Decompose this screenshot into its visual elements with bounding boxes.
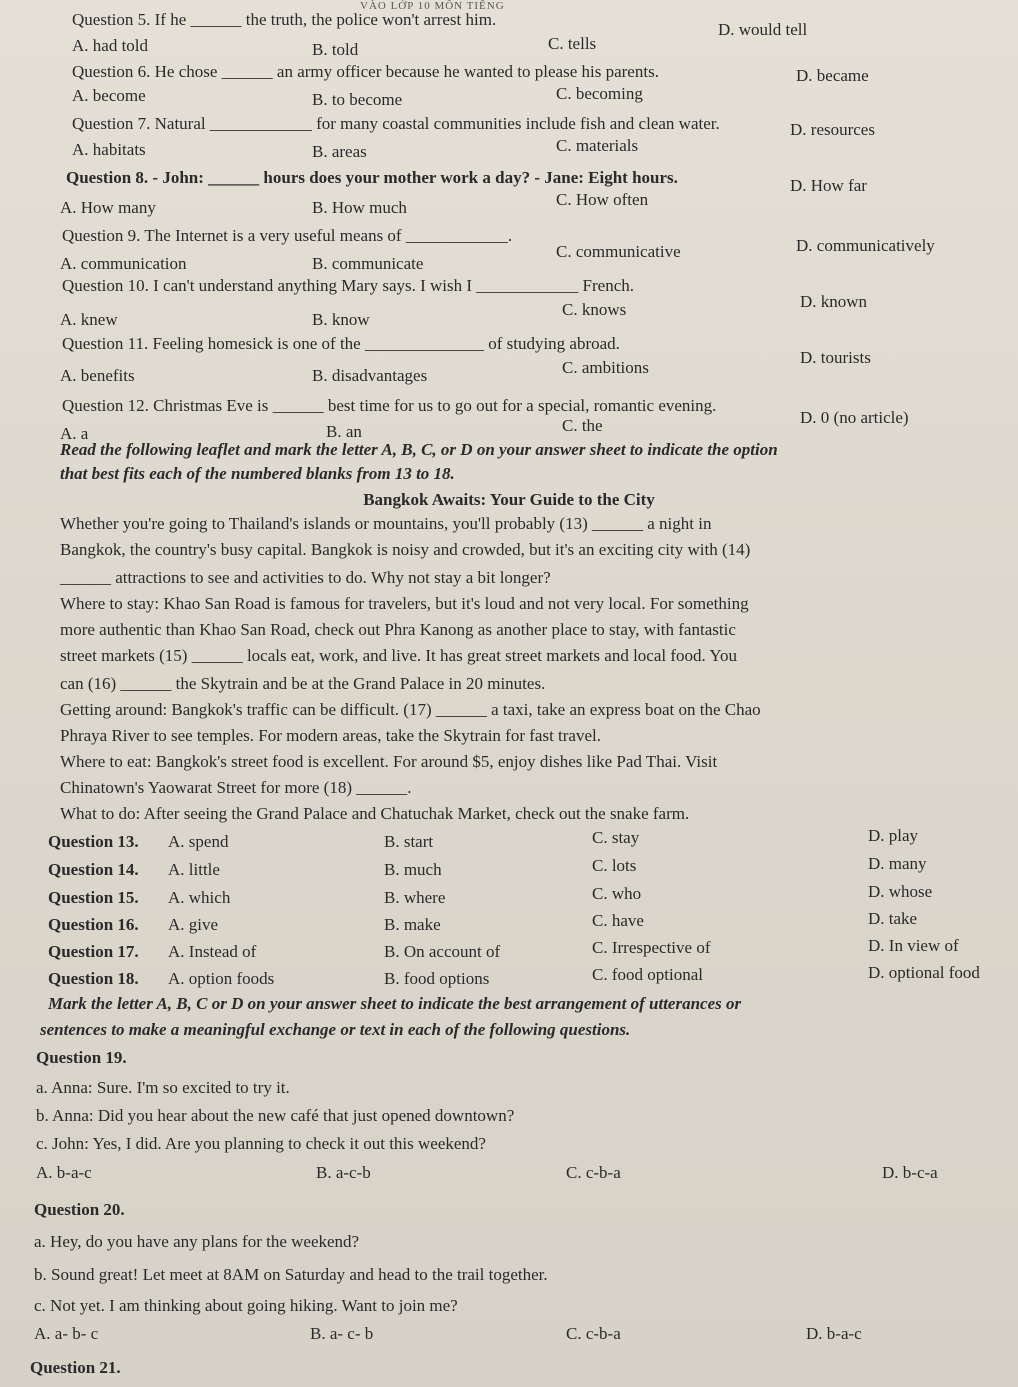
- q8-option-d: D. How far: [790, 176, 867, 195]
- q18-option-b: B. food options: [384, 969, 490, 988]
- q10-option-c: C. knows: [562, 300, 627, 319]
- q10-option-d: D. known: [800, 292, 868, 311]
- leaflet-line: Whether you're going to Thailand's islands or mountains, you'll probably (13) ______ a night in: [60, 514, 712, 533]
- q10-option-a: A. knew: [60, 310, 118, 329]
- q7-option-c: C. materials: [556, 136, 639, 155]
- q14-label: Question 14.: [48, 860, 139, 879]
- q17-label: Question 17.: [48, 942, 139, 961]
- q11-option-c: C. ambitions: [562, 358, 649, 377]
- leaflet-line: street markets (15) ______ locals eat, work, and live. It has great street markets and local food. You: [60, 646, 737, 665]
- arrangement-instruction-line2: sentences to make a meaningful exchange or text in each of the following questions.: [40, 1020, 631, 1039]
- q16-option-c: C. have: [592, 911, 644, 930]
- q15-label: Question 15.: [48, 888, 139, 907]
- q6-option-d: D. became: [796, 66, 869, 85]
- q19-utterance-c: c. John: Yes, I did. Are you planning to check it out this weekend?: [36, 1134, 486, 1153]
- q13-label: Question 13.: [48, 832, 139, 851]
- q12-option-c: C. the: [562, 416, 603, 435]
- q18-label: Question 18.: [48, 969, 139, 988]
- q6-stem: Question 6. He chose ______ an army officer because he wanted to please his parents.: [72, 62, 659, 81]
- arrangement-instruction-line1: Mark the letter A, B, C or D on your answer sheet to indicate the best arrangement of utterances or: [48, 994, 742, 1013]
- leaflet-line: ______ attractions to see and activities to do. Why not stay a bit longer?: [60, 568, 551, 587]
- q18-option-c: C. food optional: [592, 965, 703, 984]
- leaflet-line: Getting around: Bangkok's traffic can be difficult. (17) ______ a taxi, take an express boat on the Chao: [60, 700, 761, 719]
- q5-stem: Question 5. If he ______ the truth, the police won't arrest him.: [72, 10, 497, 29]
- q5-option-d: D. would tell: [718, 20, 808, 39]
- leaflet-instruction-line1: Read the following leaflet and mark the letter A, B, C, or D on your answer sheet to indicate the option: [60, 440, 778, 459]
- q15-option-a: A. which: [168, 888, 231, 907]
- q17-option-c: C. Irrespective of: [592, 938, 711, 957]
- q18-option-d: D. optional food: [868, 963, 980, 982]
- q19-option-a: A. b-a-c: [36, 1163, 92, 1182]
- q20-option-d: D. b-a-c: [806, 1324, 862, 1343]
- leaflet-line: Phraya River to see temples. For modern areas, take the Skytrain for fast travel.: [60, 726, 601, 745]
- q6-option-a: A. become: [72, 86, 146, 105]
- q9-option-b: B. communicate: [312, 254, 424, 273]
- leaflet-line: What to do: After seeing the Grand Palace and Chatuchak Market, check out the snake farm.: [60, 804, 690, 823]
- q9-stem: Question 9. The Internet is a very useful means of ____________.: [62, 226, 513, 245]
- q20-utterance-a: a. Hey, do you have any plans for the weekend?: [34, 1232, 360, 1251]
- q6-option-b: B. to become: [312, 90, 403, 109]
- q19-option-b: B. a-c-b: [316, 1163, 371, 1182]
- leaflet-title: Bangkok Awaits: Your Guide to the City: [363, 490, 655, 509]
- q20-label: Question 20.: [34, 1200, 125, 1219]
- q5-option-a: A. had told: [72, 36, 149, 55]
- q12-option-d: D. 0 (no article): [800, 408, 909, 427]
- q14-option-b: B. much: [384, 860, 442, 879]
- q12-option-b: B. an: [326, 422, 362, 441]
- q16-label: Question 16.: [48, 915, 139, 934]
- header-fragment: VÀO LỚP 10 MÔN TIẾNG: [360, 0, 505, 10]
- q19-label: Question 19.: [36, 1048, 127, 1067]
- q15-option-b: B. where: [384, 888, 446, 907]
- q19-option-c: C. c-b-a: [566, 1163, 621, 1182]
- q16-option-d: D. take: [868, 909, 918, 928]
- q20-utterance-c: c. Not yet. I am thinking about going hiking. Want to join me?: [34, 1296, 458, 1315]
- q17-option-d: D. In view of: [868, 936, 959, 955]
- q13-option-d: D. play: [868, 826, 919, 845]
- q7-option-b: B. areas: [312, 142, 367, 161]
- q14-option-d: D. many: [868, 854, 927, 873]
- q7-option-d: D. resources: [790, 120, 875, 139]
- q16-option-a: A. give: [168, 915, 219, 934]
- q10-option-b: B. know: [312, 310, 370, 329]
- q11-option-a: A. benefits: [60, 366, 135, 385]
- q8-option-b: B. How much: [312, 198, 407, 217]
- q12-stem: Question 12. Christmas Eve is ______ best time for us to go out for a special, romantic evening.: [62, 396, 717, 415]
- q16-option-b: B. make: [384, 915, 441, 934]
- q11-option-d: D. tourists: [800, 348, 871, 367]
- q15-option-d: D. whose: [868, 882, 933, 901]
- q5-option-b: B. told: [312, 40, 359, 59]
- q19-option-d: D. b-c-a: [882, 1163, 938, 1182]
- leaflet-line: Where to eat: Bangkok's street food is excellent. For around $5, enjoy dishes like Pad Thai. Visit: [60, 752, 718, 771]
- q15-option-c: C. who: [592, 884, 642, 903]
- q8-option-c: C. How often: [556, 190, 649, 209]
- q14-option-a: A. little: [168, 860, 220, 879]
- q19-utterance-a: a. Anna: Sure. I'm so excited to try it.: [36, 1078, 290, 1097]
- leaflet-line: more authentic than Khao San Road, check out Phra Kanong as another place to stay, with fantastic: [60, 620, 736, 639]
- q12-option-a: A. a: [60, 424, 89, 443]
- leaflet-line: can (16) ______ the Skytrain and be at the Grand Palace in 20 minutes.: [60, 674, 546, 693]
- q14-option-c: C. lots: [592, 856, 637, 875]
- q13-option-a: A. spend: [168, 832, 229, 851]
- q7-stem: Question 7. Natural ____________ for many coastal communities include fish and clean water.: [72, 114, 720, 133]
- q18-option-a: A. option foods: [168, 969, 275, 988]
- q21-label: Question 21.: [30, 1358, 121, 1377]
- q13-option-c: C. stay: [592, 828, 640, 847]
- q11-stem: Question 11. Feeling homesick is one of the ______________ of studying abroad.: [62, 334, 620, 353]
- q8-stem: Question 8. - John: ______ hours does your mother work a day? - Jane: Eight hours.: [66, 168, 678, 187]
- leaflet-line: Bangkok, the country's busy capital. Bangkok is noisy and crowded, but it's an exciting city with (14): [60, 540, 751, 559]
- q8-option-a: A. How many: [60, 198, 156, 217]
- q5-option-c: C. tells: [548, 34, 597, 53]
- leaflet-line: Where to stay: Khao San Road is famous for travelers, but it's loud and not very local. For something: [60, 594, 749, 613]
- q10-stem: Question 10. I can't understand anything Mary says. I wish I ____________ French.: [62, 276, 634, 295]
- q6-option-c: C. becoming: [556, 84, 643, 103]
- q9-option-d: D. communicatively: [796, 236, 935, 255]
- leaflet-instruction-line2: that best fits each of the numbered blanks from 13 to 18.: [60, 464, 455, 483]
- q17-option-a: A. Instead of: [168, 942, 257, 961]
- q13-option-b: B. start: [384, 832, 434, 851]
- q20-option-c: C. c-b-a: [566, 1324, 621, 1343]
- q9-option-a: A. communication: [60, 254, 187, 273]
- leaflet-line: Chinatown's Yaowarat Street for more (18) ______.: [60, 778, 412, 797]
- q7-option-a: A. habitats: [72, 140, 146, 159]
- q20-option-a: A. a- b- c: [34, 1324, 99, 1343]
- q19-utterance-b: b. Anna: Did you hear about the new café that just opened downtown?: [36, 1106, 515, 1125]
- q9-option-c: C. communicative: [556, 242, 681, 261]
- q11-option-b: B. disadvantages: [312, 366, 428, 385]
- q20-option-b: B. a- c- b: [310, 1324, 374, 1343]
- q20-utterance-b: b. Sound great! Let meet at 8AM on Saturday and head to the trail together.: [34, 1265, 548, 1284]
- q17-option-b: B. On account of: [384, 942, 501, 961]
